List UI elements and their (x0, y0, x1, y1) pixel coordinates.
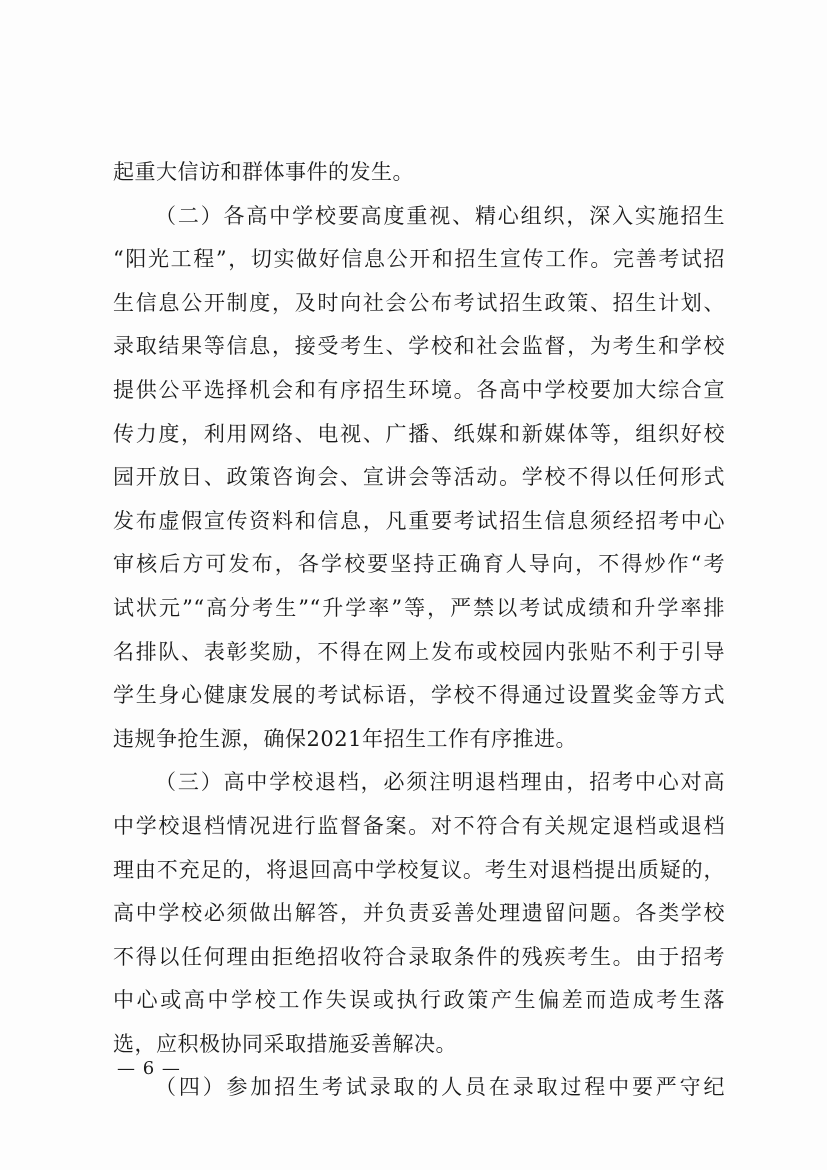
text-line: 选，应积极协同采取措施妥善解决。 (113, 1031, 457, 1056)
text-line: 高中学校必须做出解答，并负责妥善处理遗留问题。各类学校 (113, 901, 725, 926)
text-line: 审核后方可发布，各学校要坚持正确育人导向，不得炒作“考 (113, 552, 725, 577)
text-line: 理由不充足的，将退回高中学校复议。考生对退档提出质疑的， (113, 857, 725, 882)
text-line: 起重大信访和群体事件的发生。 (113, 160, 414, 184)
page-number: — 6 — (117, 1058, 181, 1079)
text-line: 发布虚假宣传资料和信息，凡重要考试招生信息须经招考中心 (113, 508, 725, 533)
text-line: 园开放日、政策咨询会、宣讲会等活动。学校不得以任何形式 (113, 465, 725, 490)
text-line: 试状元”“高分考生”“升学率”等，严禁以考试成绩和升学率排 (113, 595, 725, 620)
text-line: 学生身心健康发展的考试标语，学校不得通过设置奖金等方式 (113, 683, 725, 708)
text-line: 中学校退档情况进行监督备案。对不符合有关规定退档或退档 (113, 813, 725, 838)
text-line: 名排队、表彰奖励，不得在网上发布或校园内张贴不利于引导 (113, 639, 725, 664)
paragraph-heading-line: （四）参加招生考试录取的人员在录取过程中要严守纪 (155, 1075, 725, 1100)
text-line: 中心或高中学校工作失误或执行政策产生偏差而造成考生落 (113, 988, 725, 1013)
text-line: 不得以任何理由拒绝招收符合录取条件的残疾考生。由于招考 (113, 944, 725, 969)
text-line: 违规争抢生源，确保2021年招生工作有序推进。 (113, 726, 577, 751)
text-line: 生信息公开制度，及时向社会公布考试招生政策、招生计划、 (113, 290, 725, 315)
text-line: 录取结果等信息，接受考生、学校和社会监督，为考生和学校 (113, 334, 725, 359)
text-line: 提供公平选择机会和有序招生环境。各高中学校要加大综合宣 (113, 377, 725, 402)
text-line: 传力度，利用网络、电视、广播、纸媒和新媒体等，组织好校 (113, 421, 725, 446)
body-text (113, 151, 725, 1110)
text-line: “阳光工程”，切实做好信息公开和招生宣传工作。完善考试招 (113, 247, 725, 272)
paragraph-heading-line: （三）高中学校退档，必须注明退档理由，招考中心对高 (155, 770, 725, 795)
paragraph-heading-line: （二）各高中学校要高度重视、精心组织，深入实施招生 (155, 203, 725, 228)
